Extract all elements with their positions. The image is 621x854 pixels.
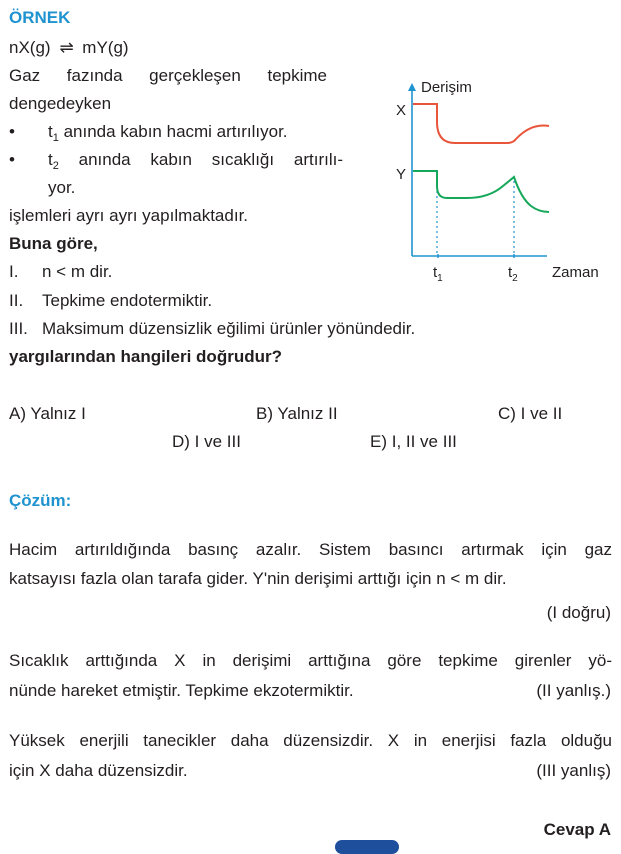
t2-subscript: 2 — [52, 160, 59, 172]
statement-1: n < m dir. — [42, 262, 113, 281]
solution-p2-line2: nünde hareket etmiştir. Tepkime ekzotermiktir. — [9, 681, 354, 700]
solution-p1-line2: katsayısı fazla olan tarafa gider. Y'nin derişimi arttığı için n < m dir. — [9, 569, 507, 588]
y-axis-arrow-icon — [408, 83, 416, 91]
reaction-right: mY(g) — [82, 38, 129, 57]
statement-2: Tepkime endotermiktir. — [42, 291, 213, 310]
concentration-graph — [385, 76, 615, 286]
bullet-2-continuation: yor. — [48, 178, 76, 197]
t2-label — [508, 264, 518, 284]
x-series-label: X — [396, 102, 407, 119]
statement-numeral: III. — [9, 319, 28, 338]
option-a[interactable]: A) Yalnız I — [9, 404, 86, 423]
t1-label — [433, 264, 443, 284]
x-axis-title: Zaman — [552, 264, 599, 281]
solution-title: Çözüm: — [9, 491, 72, 510]
t2-label-sub: 2 — [512, 273, 518, 284]
bullet-2 — [48, 150, 343, 170]
bullet-marker: • — [9, 150, 15, 169]
example-title: ÖRNEK — [9, 8, 71, 27]
y-axis-title: Derişim — [421, 79, 472, 96]
bullet-2-text: anında kabın sıcaklığı artırılı- — [58, 150, 343, 169]
answer: Cevap A — [543, 820, 611, 839]
bullet-marker: • — [9, 122, 15, 141]
t1-symbol: t — [48, 122, 53, 141]
question-prompt: yargılarından hangileri doğrudur? — [9, 347, 282, 366]
x-concentration-curve — [413, 104, 549, 143]
t1-label-sub: 1 — [437, 273, 443, 284]
reaction-left: nX(g) — [9, 38, 51, 57]
solution-p3-line1: Yüksek enerjili tanecikler daha düzensizdir. X in enerjisi fazla olduğu — [9, 731, 612, 750]
solution-p1-line1: Hacim artırıldığında basınç azalır. Sistem basıncı artırmak için gaz — [9, 540, 612, 559]
solution-p3-line2: için X daha düzensizdir. — [9, 761, 188, 780]
solution-p2-line1: Sıcaklık arttığında X in derişimi arttığına göre tepkime girenler yö- — [9, 651, 612, 670]
intro-line-1: Gaz fazında gerçekleşen tepkime — [9, 66, 327, 85]
y-series-label: Y — [396, 166, 407, 183]
process-line: işlemleri ayrı ayrı yapılmaktadır. — [9, 206, 249, 225]
t1-subscript: 1 — [52, 132, 59, 144]
option-d[interactable]: D) I ve III — [172, 432, 241, 451]
equilibrium-arrow-icon: ⇌ — [59, 38, 74, 57]
y-concentration-curve — [413, 171, 549, 212]
reaction-equation — [9, 38, 129, 58]
statement-3: Maksimum düzensizlik eğilimi ürünler yönündedir. — [42, 319, 416, 338]
statement-numeral: I. — [9, 262, 19, 281]
t2-label-symbol: t — [508, 264, 513, 281]
intro-line-2: dengedeyken — [9, 94, 112, 113]
page-tab-decoration — [335, 840, 399, 854]
option-c[interactable]: C) I ve II — [498, 404, 563, 423]
buna-gore: Buna göre, — [9, 234, 98, 253]
verdict-3: (III yanlış) — [536, 761, 611, 780]
statement-numeral: II. — [9, 291, 24, 310]
verdict-2: (II yanlış.) — [536, 681, 611, 700]
t2-symbol: t — [48, 150, 53, 169]
bullet-1-text: anında kabın hacmi artırılıyor. — [58, 122, 288, 141]
bullet-1 — [48, 122, 288, 142]
option-b[interactable]: B) Yalnız II — [256, 404, 338, 423]
option-e[interactable]: E) I, II ve III — [370, 432, 457, 451]
t1-label-symbol: t — [433, 264, 438, 281]
verdict-1: (I doğru) — [546, 603, 611, 622]
